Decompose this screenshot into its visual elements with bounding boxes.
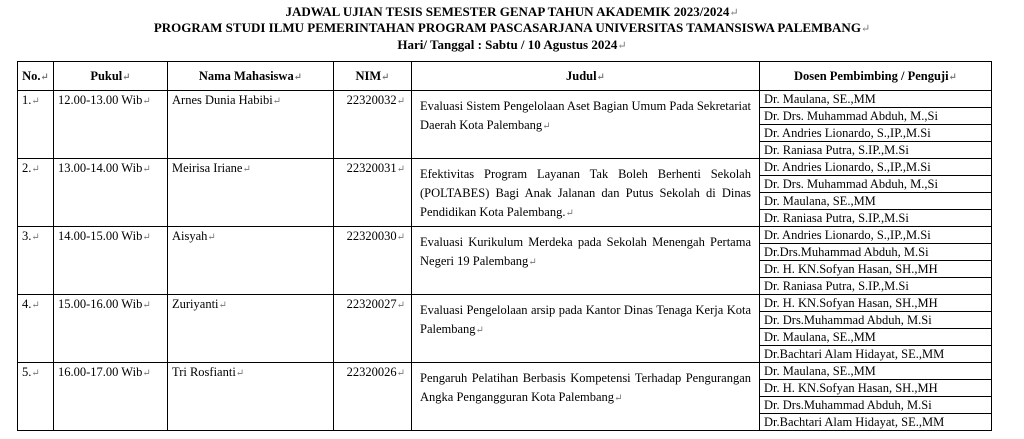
cell-nim: 22320026↵ <box>334 363 412 431</box>
document-title: JADWAL UJIAN TESIS SEMESTER GENAP TAHUN AKADEMIK 2023/2024↵ <box>285 4 739 19</box>
cell-nama: Aisyah↵ <box>168 227 334 295</box>
cell-pukul: 14.00-15.00 Wib↵ <box>54 227 168 295</box>
cell-nama: Meirisa Iriane↵ <box>168 159 334 227</box>
cell-judul: Evaluasi Kurikulum Merdeka pada Sekolah Menengah Pertama Negeri 19 Palembang↵ <box>412 227 760 295</box>
cell-judul: Efektivitas Program Layanan Tak Boleh Berhenti Sekolah (POLTABES) Bagi Anak Jalanan dan Putus Sekolah di Dinas Pendidikan Kota Palembang.↵ <box>412 159 760 227</box>
table-row <box>18 363 992 380</box>
table-row <box>18 91 992 108</box>
cell-pukul: 16.00-17.00 Wib↵ <box>54 363 168 431</box>
table-row <box>18 227 992 244</box>
cell-pukul: 12.00-13.00 Wib↵ <box>54 91 168 159</box>
cell-dosen: Dr. Maulana, SE.,MM <box>760 91 992 108</box>
cell-nama: Zuriyanti↵ <box>168 295 334 363</box>
cell-dosen: Dr. Maulana, SE.,MM <box>760 363 992 380</box>
cell-nama: Arnes Dunia Habibi↵ <box>168 91 334 159</box>
schedule-table <box>17 61 992 431</box>
cell-dosen: Dr.Bachtari Alam Hidayat, SE.,MM <box>760 346 992 363</box>
cell-no: 5.↵ <box>18 363 54 431</box>
col-header-judul: Judul↵ <box>412 62 760 91</box>
col-header-dosen: Dosen Pembimbing / Penguji↵ <box>760 62 992 91</box>
cell-judul: Pengaruh Pelatihan Berbasis Kompetensi Terhadap Pengurangan Angka Pengangguran Kota Palembang↵ <box>412 363 760 431</box>
cell-judul: Evaluasi Sistem Pengelolaan Aset Bagian Umum Pada Sekretariat Daerah Kota Palembang↵ <box>412 91 760 159</box>
cell-nim: 22320030↵ <box>334 227 412 295</box>
table-header-row <box>18 62 992 91</box>
cell-dosen: Dr. Drs. Muhammad Abduh, M.,Si <box>760 108 992 125</box>
cell-dosen: Dr. Andries Lionardo, S.,IP.,M.Si <box>760 125 992 142</box>
cell-dosen: Dr. H. KN.Sofyan Hasan, SH.,MH <box>760 261 992 278</box>
cell-dosen: Dr.Drs.Muhammad Abduh, M.Si <box>760 244 992 261</box>
cell-pukul: 15.00-16.00 Wib↵ <box>54 295 168 363</box>
cell-dosen: Dr. Raniasa Putra, S.IP.,M.Si <box>760 142 992 159</box>
table-row <box>18 159 992 176</box>
cell-pukul: 13.00-14.00 Wib↵ <box>54 159 168 227</box>
cell-dosen: Dr. Maulana, SE.,MM <box>760 193 992 210</box>
cell-nim: 22320031↵ <box>334 159 412 227</box>
cell-dosen: Dr. Andries Lionardo, S.,IP.,M.Si <box>760 159 992 176</box>
col-header-pukul: Pukul↵ <box>54 62 168 91</box>
cell-nim: 22320027↵ <box>334 295 412 363</box>
table-row <box>18 295 992 312</box>
cell-dosen: Dr. Andries Lionardo, S.,IP.,M.Si <box>760 227 992 244</box>
document-date: Hari/ Tanggal : Sabtu / 10 Agustus 2024↵ <box>397 37 627 52</box>
cell-dosen: Dr. Drs.Muhammad Abduh, M.Si <box>760 397 992 414</box>
cell-dosen: Dr.Bachtari Alam Hidayat, SE.,MM <box>760 414 992 431</box>
cell-nama: Tri Rosfianti↵ <box>168 363 334 431</box>
cell-no: 1.↵ <box>18 91 54 159</box>
document-subtitle: PROGRAM STUDI ILMU PEMERINTAHAN PROGRAM PASCASARJANA UNIVERSITAS TAMANSISWA PALEMBANG↵ <box>153 20 871 35</box>
cell-dosen: Dr. Maulana, SE.,MM <box>760 329 992 346</box>
cell-dosen: Dr. H. KN.Sofyan Hasan, SH.,MH <box>760 380 992 397</box>
cell-no: 2.↵ <box>18 159 54 227</box>
cell-no: 4.↵ <box>18 295 54 363</box>
cell-dosen: Dr. Raniasa Putra, S.IP.,M.Si <box>760 278 992 295</box>
col-header-nama: Nama Mahasiswa↵ <box>168 62 334 91</box>
cell-dosen: Dr. H. KN.Sofyan Hasan, SH.,MH <box>760 295 992 312</box>
cell-judul: Evaluasi Pengelolaan arsip pada Kantor Dinas Tenaga Kerja Kota Palembang↵ <box>412 295 760 363</box>
cell-nim: 22320032↵ <box>334 91 412 159</box>
col-header-no: No.↵ <box>18 62 54 91</box>
cell-dosen: Dr. Drs. Muhammad Abduh, M.,Si <box>760 176 992 193</box>
cell-no: 3.↵ <box>18 227 54 295</box>
col-header-nim: NIM↵ <box>334 62 412 91</box>
cell-dosen: Dr. Raniasa Putra, S.IP.,M.Si <box>760 210 992 227</box>
cell-dosen: Dr. Drs.Muhammad Abduh, M.Si <box>760 312 992 329</box>
